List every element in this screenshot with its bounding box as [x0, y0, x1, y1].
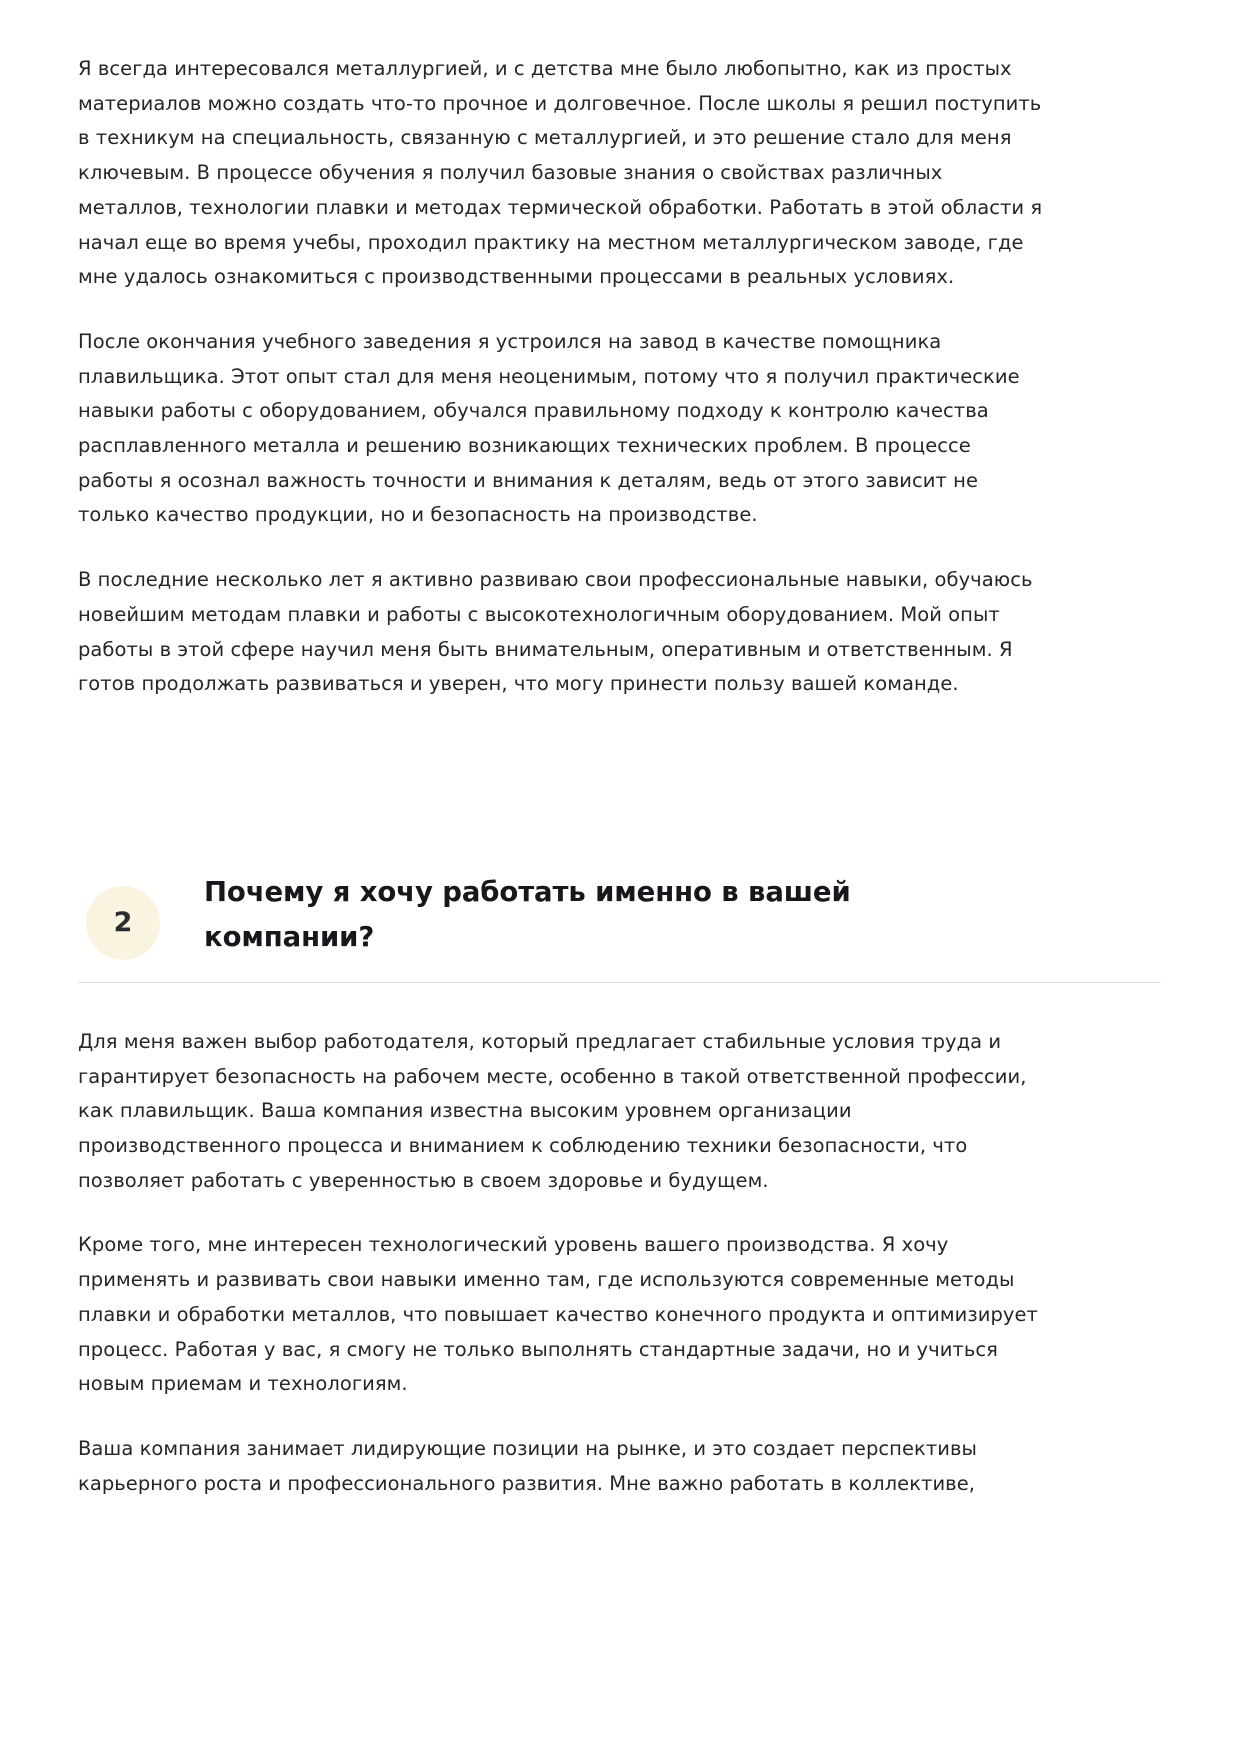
section-number-badge: 2 — [86, 886, 160, 960]
paragraph: Для меня важен выбор работодателя, который предлагает стабильные условия труда и гарантирует безопасность на рабочем месте, особенно в такой ответственной профессии, как плавильщик. Ваша компания известна высоким уровнем организации производственного процесса и вниманием к соблюдению техники безопасности, что позволяет работать с уверенностью в своем здоровье и будущем. — [78, 1029, 1027, 1192]
paragraph: Я всегда интересовался металлургией, и с детства мне было любопытно, как из простых материалов можно создать что-то прочное и долговечное. После школы я решил поступить в техникум на специальность, связанную с металлургией, и это решение стало для меня ключевым. В процессе обучения я получил базовые знания о свойствах различных металлов, технологии плавки и методах термической обработки. Работать в этой области я начал еще во время учебы, проходил практику на местном металлургическом заводе, где мне удалось ознакомиться с производственными процессами в реальных условиях. — [78, 57, 1043, 289]
section-two-heading — [78, 870, 1161, 983]
section-one-body — [78, 52, 1161, 702]
paragraph: В последние несколько лет я активно развиваю свои профессиональные навыки, обучаюсь новейшим методам плавки и работы с высокотехнологичным оборудованием. Мой опыт работы в этой сфере научил меня быть внимательным, оперативным и ответственным. Я готов продолжать развиваться и уверен, что могу принести пользу вашей команде. — [78, 568, 1033, 696]
section-gap — [78, 702, 1161, 870]
section-two-body — [78, 1025, 1161, 1501]
paragraph: Кроме того, мне интересен технологический уровень вашего производства. Я хочу применять и развивать свои навыки именно там, где используются современные методы плавки и обработки металлов, что повышает качество конечного продукта и оптимизирует процесс. Работая у вас, я смогу не только выполнять стандартные задачи, но и учиться новым приемам и технологиям. — [78, 1233, 1038, 1396]
paragraph: После окончания учебного заведения я устроился на завод в качестве помощника плавильщика. Этот опыт стал для меня неоценимым, потому что я получил практические навыки работы с оборудованием, обучался правильному подходу к контролю качества расплавленного металла и решению возникающих технических проблем. В процессе работы я осознал важность точности и внимания к деталям, ведь от этого зависит не только качество продукции, но и безопасность на производстве. — [78, 329, 1020, 527]
section-title: Почему я хочу работать именно в вашей компании? — [204, 875, 851, 953]
paragraph: Ваша компания занимает лидирующие позиции на рынке, и это создает перспективы карьерного роста и профессионального развития. Мне важно работать в коллективе, — [78, 1436, 977, 1495]
